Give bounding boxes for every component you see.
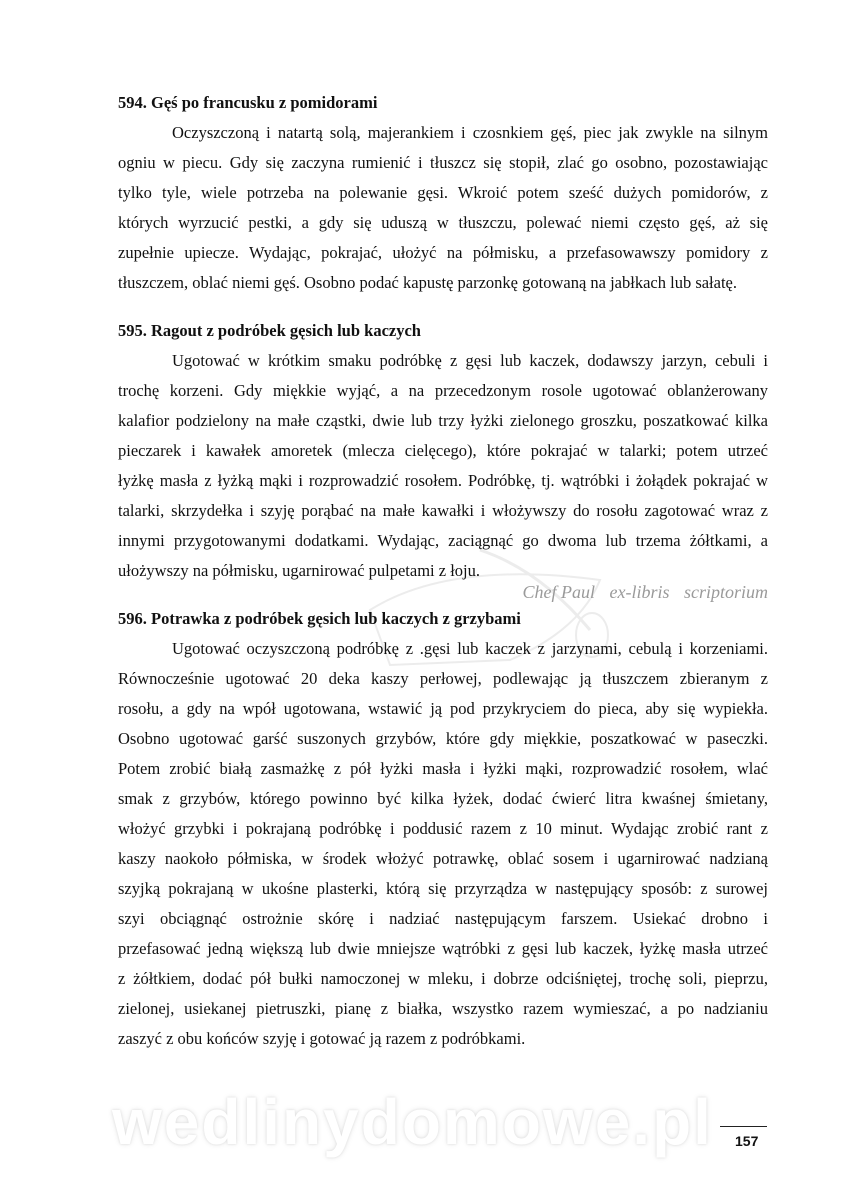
text-line: trochę korzeni. Gdy miękkie wyjąć, a na przecedzonym rosole ugotować oblanżerowany [118, 381, 768, 400]
text-line: Ugotować w krótkim smaku podróbkę z gęsi lub kaczek, dodawszy jarzyn, cebuli i [172, 351, 768, 370]
recipe-594 [118, 88, 768, 298]
recipe-body [118, 634, 768, 1054]
text-line: pieczarek i kawałek amoretek (mlecza cielęcego), które pokrajać w talarki; potem utrzeć [118, 441, 768, 460]
text-line: przefasować jedną większą lub dwie mniejsze wątróbki z gęsi lub kaczek, łyżkę masła utrzeć [118, 939, 768, 958]
stamp-exlibris: ex-libris [609, 582, 670, 602]
text-line: Oczyszczoną i natartą solą, majerankiem i czosnkiem gęś, piec jak zwykle na silnym [172, 123, 768, 142]
text-line: Równocześnie ugotować 20 deka kaszy perłowej, podlewając ją tłuszczem zbieranym z [118, 669, 768, 688]
text-line: Ugotować oczyszczoną podróbkę z .gęsi lub kaczek z jarzynami, cebulą i korzeniami. [172, 639, 768, 658]
stamp-name: Chef Paul [522, 582, 595, 602]
recipe-596 [118, 604, 768, 1054]
text-line: ułożywszy na półmisku, ugarnirować pulpetami z łoju. [118, 561, 481, 580]
text-line: szyi obciągnąć ostrożnie skórę i nadziać następującym farszem. Usiekać drobno i [118, 909, 768, 928]
text-line: Osobno ugotować garść suszonych grzybów, które gdy miękkie, poszatkować w paseczki. [118, 729, 768, 748]
text-line: szyjką pokrajaną w ukośne plasterki, którą się przyrządza w następujący sposób: z surowej [118, 879, 768, 898]
text-line: smak z grzybów, którego powinno być kilka łyżek, dodać ćwierć litra kwaśnej śmietany, [118, 789, 768, 808]
text-line: zupełnie upiecze. Wydając, pokrajać, ułożyć na półmisku, a przefasowawszy pomidory z [118, 243, 768, 262]
recipe-595 [118, 316, 768, 586]
text-line: włożyć grzybki i pokrajaną podróbkę i poddusić razem z 10 minut. Wydając zrobić rant z [118, 819, 768, 838]
text-line: ogniu w piecu. Gdy się zaczyna rumienić i tłuszcz się stopił, zlać go osobno, pozostawiając [118, 153, 768, 172]
recipe-body [118, 346, 768, 586]
recipe-title: 595. Ragout z podróbek gęsich lub kaczych [118, 321, 421, 340]
text-line: łyżkę masła z łyżką mąki i rozprowadzić rosołem. Podróbkę, tj. wątróbki i żołądek pokrajać w [118, 471, 768, 490]
text-line: Potem zrobić białą zasmażkę z pół łyżki masła i łyżki mąki, rozprowadzić rosołem, wlać [118, 759, 768, 778]
text-line: rosołu, a gdy na wpół ugotowana, wstawić ją pod przykryciem do pieca, aby się wypiekła. [118, 699, 768, 718]
recipe-title: 594. Gęś po francusku z pomidorami [118, 93, 378, 112]
ex-libris-stamp [118, 580, 768, 604]
text-line: zielonej, usiekanej pietruszki, pianę z białka, wszystko razem wymieszać, a po nadzianiu [118, 999, 768, 1018]
text-line: talarki, skrzydełka i szyję porąbać na małe kawałki i włożywszy do rosołu zagotować wraz z [118, 501, 768, 520]
recipe-title: 596. Potrawka z podróbek gęsich lub kaczych z grzybami [118, 609, 521, 628]
stamp-scriptorium: scriptorium [683, 582, 768, 602]
footer-rule [720, 1126, 767, 1127]
text-line: których wyrzucić pestki, a gdy się uduszą w tłuszczu, polewać niemi często gęś, aż się [118, 213, 768, 232]
text-line: kaszy naokoło półmiska, w środek włożyć potrawkę, oblać sosem i ugarnirować nadzianą [118, 849, 768, 868]
text-line: tłuszczem, oblać niemi gęś. Osobno podać kapustę parzonkę gotowaną na jabłkach lub sałatę. [118, 273, 737, 292]
text-line: z żółtkiem, dodać pół bułki namoczonej w mleku, i dobrze odciśniętej, trochę soli, pieprzu, [118, 969, 768, 988]
text-line: kalafior podzielony na małe cząstki, dwie lub trzy łyżki zielonego groszku, poszatkować kilka [118, 411, 768, 430]
text-line: zaszyć z obu końców szyję i gotować ją razem z podróbkami. [118, 1029, 526, 1048]
site-watermark: wedlinydomowe.pl [112, 1086, 713, 1158]
text-line: innymi przygotowanymi dodatkami. Wydając, zaciągnąć go dwoma lub trzema żółtkami, a [118, 531, 768, 550]
recipe-body [118, 118, 768, 298]
page-number: 157 [735, 1133, 759, 1149]
text-line: tylko tyle, wiele potrzeba na polewanie gęsi. Wkroić potem sześć dużych pomidorów, z [118, 183, 768, 202]
